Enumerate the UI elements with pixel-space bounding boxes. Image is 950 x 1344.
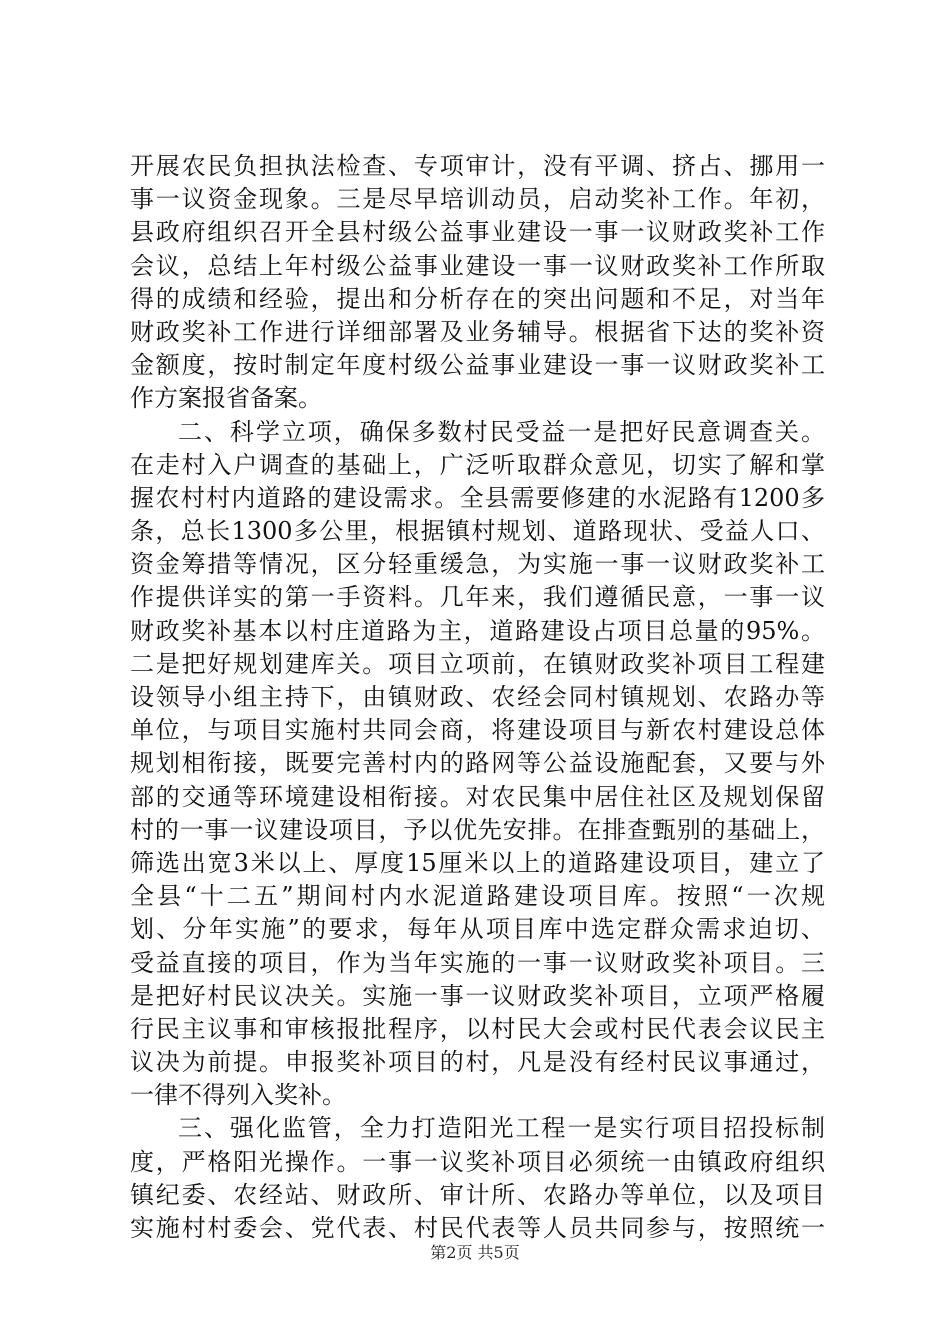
text-line: 作方案报省备案。 [130,384,322,413]
text-line: 设领导小组主持下，由镇财政、农经会同村镇规划、农路办等 [130,683,825,711]
text-line: 财政奖补工作进行详细部署及业务辅导。根据省下达的奖补资 [130,317,825,346]
text-line: 部的交通等环境建设相衔接。对农民集中居住社区及规划保留 [130,782,825,811]
text-line: 二、科学立项，确保多数村民受益一是把好民意调查关。 [178,417,825,446]
text-line: 全县“十二五”期间村内水泥道路建设项目库。按照“一次规 [130,882,825,911]
page-footer [0,1243,950,1263]
text-line: 条，总长1300多公里，根据镇村规划、道路现状、受益人口、 [130,517,825,546]
text-line: 二是把好规划建库关。项目立项前，在镇财政奖补项目工程建 [130,649,825,678]
text-line: 财政奖补基本以村庄道路为主，道路建设占项目总量的95%。 [130,616,825,645]
text-line: 金额度，按时制定年度村级公益事业建设一事一议财政奖补工 [130,351,825,380]
text-line: 议决为前提。申报奖补项目的村，凡是没有经村民议事通过， [130,1048,825,1077]
text-line: 镇纪委、农经站、财政所、审计所、农路办等单位，以及项目 [130,1180,825,1209]
text-line: 村的一事一议建设项目，予以优先安排。在排查甄别的基础上， [130,815,825,844]
text-line: 在走村入户调查的基础上，广泛听取群众意见，切实了解和掌 [130,450,825,479]
text-line: 作提供详实的第一手资料。几年来，我们遵循民意，一事一议 [130,583,825,612]
text-line: 资金筹措等情况，区分轻重缓急，为实施一事一议财政奖补工 [130,550,825,579]
text-line: 行民主议事和审核报批程序，以村民大会或村民代表会议民主 [130,1014,825,1043]
page-number-label: 第2页 共5页 [430,1243,520,1262]
text-line: 度，严格阳光操作。一事一议奖补项目必须统一由镇政府组织 [130,1147,825,1176]
text-line: 筛选出宽3米以上、厚度15厘米以上的道路建设项目，建立了 [130,848,825,877]
text-line: 会议，总结上年村级公益事业建设一事一议财政奖补工作所取 [130,251,825,280]
text-line: 握农村村内道路的建设需求。全县需要修建的水泥路有1200多 [130,483,825,512]
text-line: 一律不得列入奖补。 [130,1081,346,1110]
text-line: 三、强化监管，全力打造阳光工程一是实行项目招投标制 [178,1114,825,1143]
document-body [130,150,825,1245]
text-line: 事一议资金现象。三是尽早培训动员，启动奖补工作。年初， [130,185,825,214]
text-line: 开展农民负担执法检查、专项审计，没有平调、挤占、挪用一 [130,152,825,180]
text-line: 县政府组织召开全县村级公益事业建设一事一议财政奖补工作 [130,218,825,247]
text-line: 受益直接的项目，作为当年实施的一事一议财政奖补项目。三 [130,948,825,977]
text-line: 划、分年实施”的要求，每年从项目库中选定群众需求迫切、 [130,915,825,944]
text-line: 实施村村委会、党代表、村民代表等人员共同参与，按照统一 [130,1214,825,1242]
text-line: 单位，与项目实施村共同会商，将建设项目与新农村建设总体 [130,716,825,745]
text-line: 规划相衔接，既要完善村内的路网等公益设施配套，又要与外 [130,749,825,778]
text-line: 是把好村民议决关。实施一事一议财政奖补项目，立项严格履 [130,981,825,1010]
text-line: 得的成绩和经验，提出和分析存在的突出问题和不足，对当年 [130,284,825,313]
